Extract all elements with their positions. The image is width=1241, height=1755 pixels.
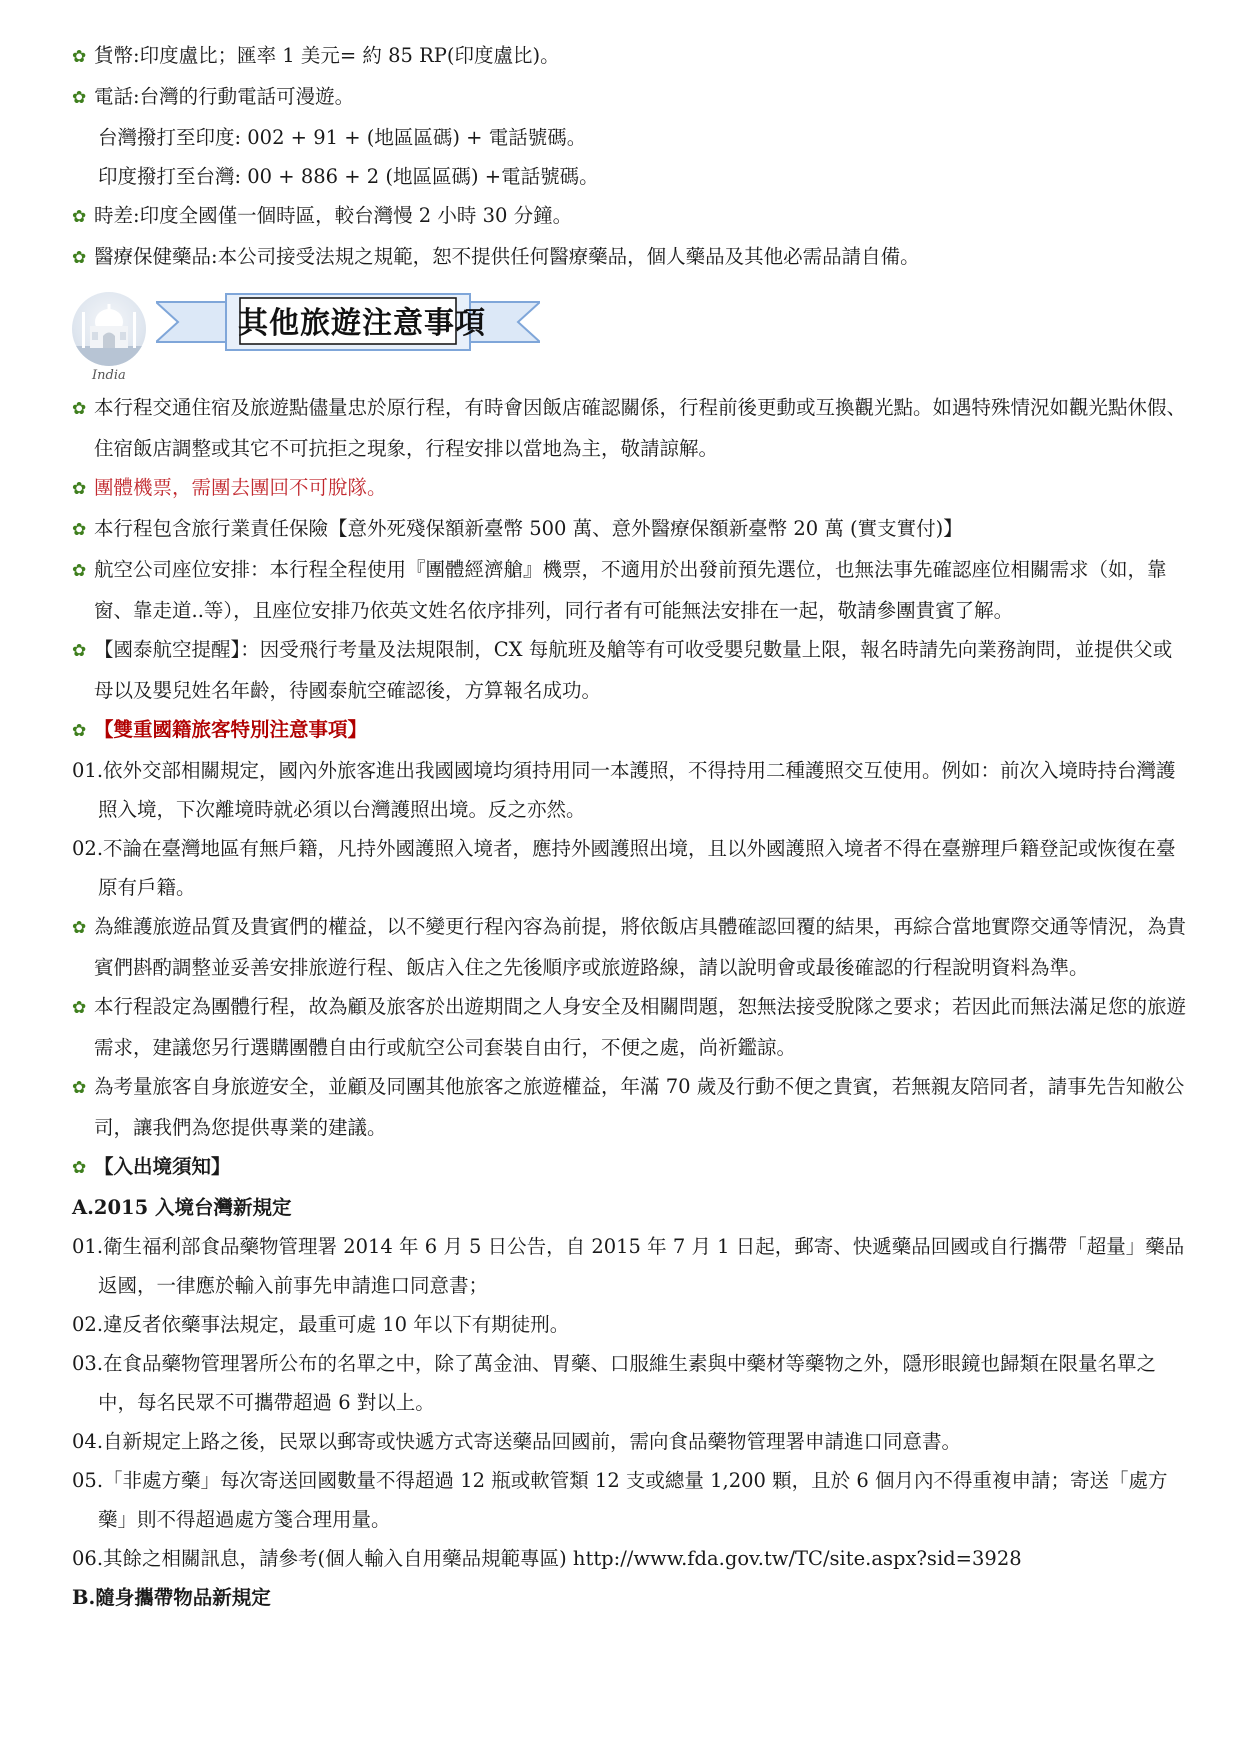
list-item (72, 987, 1187, 1067)
phone-detail: 台灣撥打至印度: 002 + 91 + (地區區碼) + 電話號碼。 (98, 126, 587, 149)
list-item (72, 630, 1187, 710)
note-text: 【國泰航空提醒】：因受飛行考量及法規限制，CX 每航班及艙等有可收受嬰兒數量上限，報名時請先向業務詢問，並提供父或母以及嬰兒姓名年齡，待國泰航空確認後，方算報名成功。 (94, 638, 1173, 702)
list-item (72, 1147, 1187, 1188)
numbered-item: 01.依外交部相關規定，國內外旅客進出我國國境均須持用同一本護照，不得持用二種護照交互使用。例如：前次入境時持台灣護照入境，下次離境時就必須以台灣護照出境。反之亦然。 (72, 759, 1176, 821)
note-text: 本行程交通住宿及旅遊點儘量忠於原行程，有時會因飯店確認關係，行程前後更動或互換觀光點。如遇特殊情況如觀光點休假、住宿飯店調整或其它不可抗拒之現象，行程安排以當地為主，敬請諒解。 (94, 396, 1187, 460)
clover-icon: ✿ (72, 998, 87, 1018)
list-item (72, 1067, 1187, 1147)
medical-text: 醫療保健藥品:本公司接受法規之規範，恕不提供任何醫療藥品，個人藥品及其他必需品請自備。 (94, 245, 920, 268)
clover-icon: ✿ (72, 399, 87, 419)
document-page (72, 36, 1187, 1617)
section-b-title: B.隨身攜帶物品新規定 (72, 1586, 271, 1609)
list-item (72, 468, 1187, 509)
clover-icon: ✿ (72, 520, 87, 540)
numbered-item: 04.自新規定上路之後，民眾以郵寄或快遞方式寄送藥品回國前，需向食品藥物管理署申請進口同意書。 (72, 1430, 962, 1453)
clover-icon: ✿ (72, 641, 87, 661)
list-item (72, 550, 1187, 630)
numbered-item: 02.不論在臺灣地區有無戶籍，凡持外國護照入境者，應持外國護照出境，且以外國護照入境者不得在臺辦理戶籍登記或恢復在臺原有戶籍。 (72, 837, 1176, 899)
note-text: 本行程包含旅行業責任保險【意外死殘保額新臺幣 500 萬、意外醫療保額新臺幣 20 萬 (實支實付)】 (94, 517, 963, 540)
note-text: 為維護旅遊品質及貴賓們的權益，以不變更行程內容為前提，將依飯店具體確認回覆的結果，再綜合當地實際交通等情況，為貴賓們斟酌調整並妥善安排旅遊行程、飯店入住之先後順序或旅遊路線，請以說明會或最後確認的行程說明資料為準。 (94, 915, 1187, 979)
list-item (72, 509, 1187, 550)
section-banner (72, 288, 1187, 386)
clover-icon: ✿ (72, 1158, 87, 1178)
clover-icon: ✿ (72, 918, 87, 938)
clover-icon: ✿ (72, 561, 87, 581)
note-text: 本行程設定為團體行程，故為顧及旅客於出遊期間之人身安全及相關問題，恕無法接受脫隊之要求；若因此而無法滿足您的旅遊需求，建議您另行選購團體自由行或航空公司套裝自由行，不便之處，尚祈鑑諒。 (94, 995, 1187, 1059)
list-item (72, 196, 1187, 237)
entry-exit-heading: 【入出境須知】 (94, 1155, 231, 1178)
clover-icon: ✿ (72, 1078, 87, 1098)
list-item (72, 388, 1187, 468)
taj-mahal-icon (72, 292, 146, 366)
clover-icon: ✿ (72, 207, 87, 227)
note-text: 航空公司座位安排：本行程全程使用『團體經濟艙』機票，不適用於出發前預先選位，也無法事先確認座位相關需求（如，靠窗、靠走道..等），且座位安排乃依英文姓名依序排列，同行者有可能無法安排在一起，敬請參團貴賓了解。 (94, 558, 1167, 622)
banner-caption: India (92, 368, 126, 383)
clover-icon: ✿ (72, 721, 87, 741)
numbered-item: 02.違反者依藥事法規定，最重可處 10 年以下有期徒刑。 (72, 1313, 570, 1336)
list-item (72, 710, 1187, 751)
note-text-red: 團體機票，需團去團回不可脫隊。 (94, 476, 387, 499)
clover-icon: ✿ (72, 88, 87, 108)
numbered-item: 06.其餘之相關訊息，請參考(個人輸入自用藥品規範專區) http://www.fda.gov.tw/TC/site.aspx?sid=3928 (72, 1547, 1022, 1570)
timediff-text: 時差:印度全國僅一個時區，較台灣慢 2 小時 30 分鐘。 (94, 204, 573, 227)
list-item (72, 77, 1187, 118)
numbered-item: 05.「非處方藥」每次寄送回國數量不得超過 12 瓶或軟管類 12 支或總量 1,200 顆，且於 6 個月內不得重複申請；寄送「處方藥」則不得超過處方箋合理用量。 (72, 1469, 1168, 1531)
note-text: 為考量旅客自身旅遊安全，並顧及同團其他旅客之旅遊權益，年滿 70 歲及行動不便之貴賓，若無親友陪同者，請事先告知敝公司，讓我們為您提供專業的建議。 (94, 1075, 1185, 1139)
clover-icon: ✿ (72, 479, 87, 499)
dual-nationality-heading: 【雙重國籍旅客特別注意事項】 (94, 718, 368, 741)
list-item (72, 907, 1187, 987)
list-item (72, 237, 1187, 278)
section-a-title: A.2015 入境台灣新規定 (72, 1196, 292, 1219)
phone-detail: 印度撥打至台灣: 00 + 886 + 2 (地區區碼) +電話號碼。 (98, 165, 599, 188)
currency-text: 貨幣:印度盧比；匯率 1 美元= 約 85 RP(印度盧比)。 (94, 44, 560, 67)
clover-icon: ✿ (72, 47, 87, 67)
banner-title: 其他旅遊注意事項 (238, 306, 486, 341)
numbered-item: 01.衛生福利部食品藥物管理署 2014 年 6 月 5 日公告，自 2015 年 7 月 1 日起，郵寄、快遞藥品回國或自行攜帶「超量」藥品返國，一律應於輸入前事先申請進口同意書； (72, 1235, 1185, 1297)
clover-icon: ✿ (72, 248, 87, 268)
phone-text: 電話:台灣的行動電話可漫遊。 (94, 85, 355, 108)
numbered-item: 03.在食品藥物管理署所公布的名單之中，除了萬金油、胃藥、口服維生素與中藥材等藥物之外，隱形眼鏡也歸類在限量名單之中，每名民眾不可攜帶超過 6 對以上。 (72, 1352, 1157, 1414)
list-item (72, 36, 1187, 77)
